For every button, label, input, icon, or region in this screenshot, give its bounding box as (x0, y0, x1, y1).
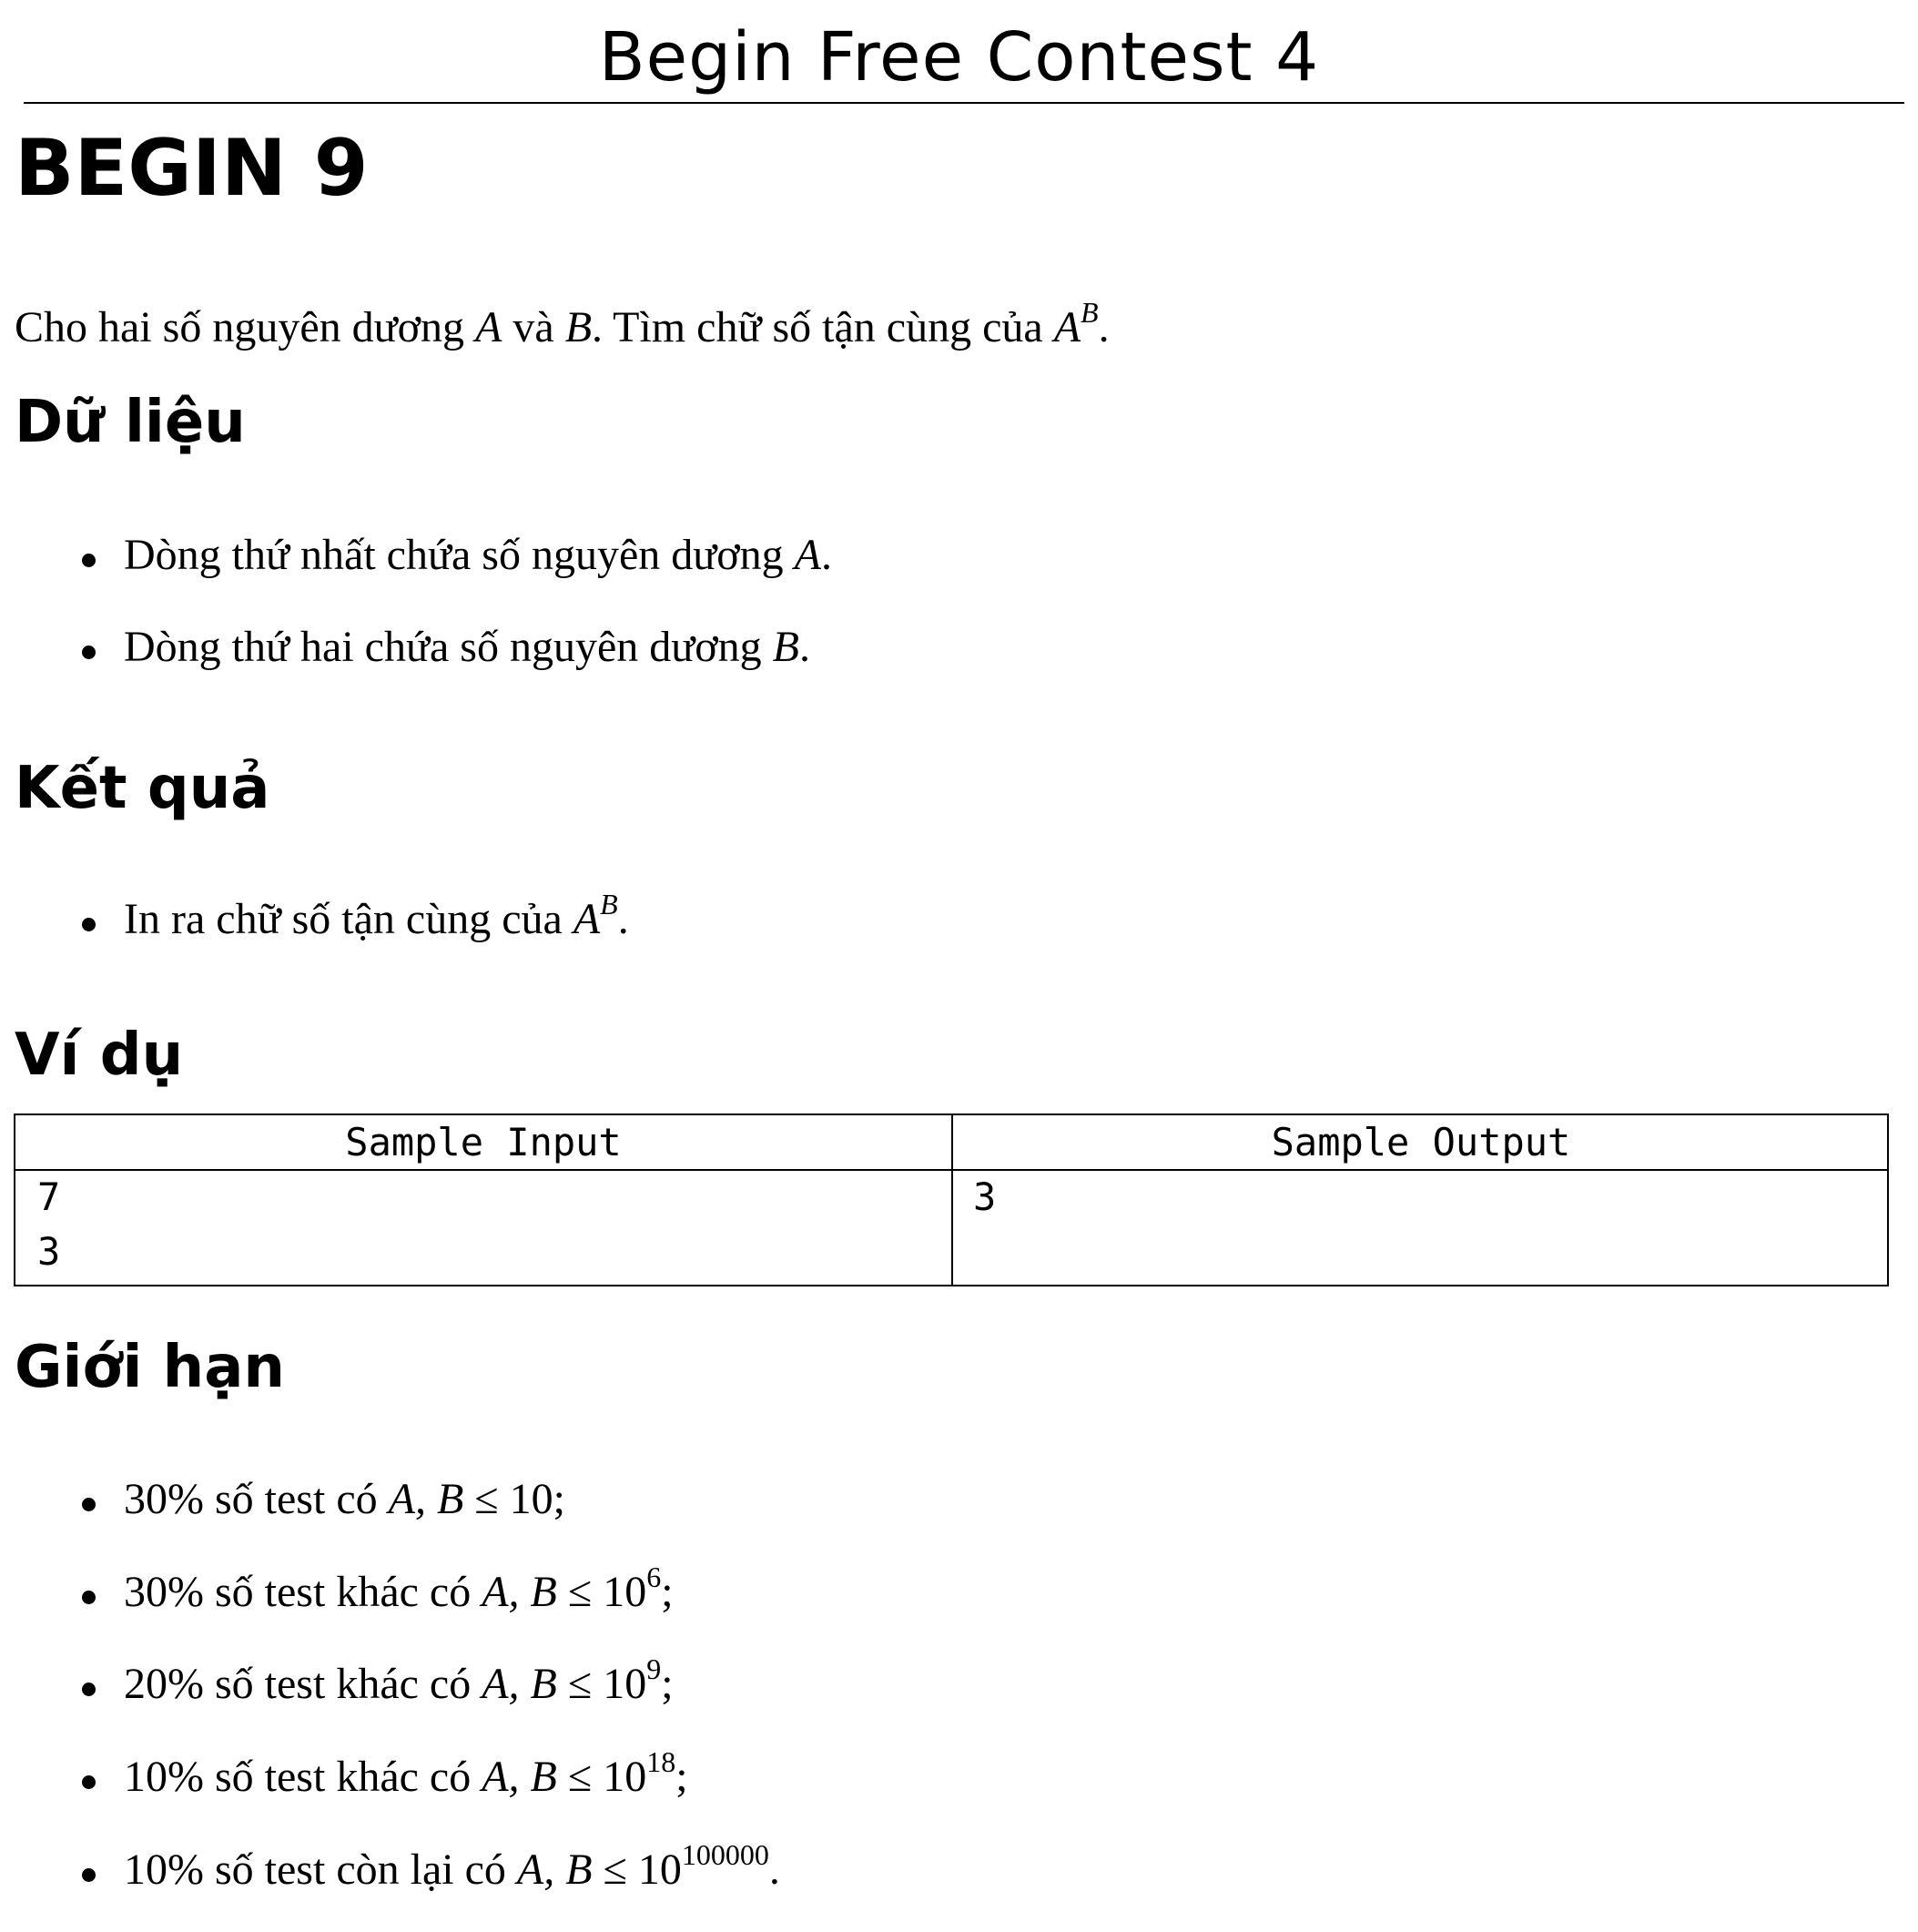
output-item (124, 888, 629, 947)
statement-end: . (1098, 303, 1110, 351)
limit-item-relation: ≤ (592, 1846, 638, 1894)
input-item-end: . (821, 531, 832, 579)
sample-input-cell: 7 3 (37, 1174, 61, 1274)
input-section-heading: Dữ liệu (15, 389, 246, 456)
sample-table (14, 1113, 1889, 1286)
problem-title: BEGIN 9 (15, 123, 369, 214)
sample-output-cell: 3 (973, 1174, 997, 1219)
limit-item (124, 1561, 674, 1620)
limit-item-number: 10 (603, 1568, 647, 1616)
statement-mid: và (502, 303, 565, 351)
limit-item-end: ; (675, 1753, 688, 1801)
limit-item (124, 1745, 688, 1805)
input-item-var: A (794, 531, 821, 579)
statement-power-base: A (1053, 303, 1081, 351)
limit-item-end: ; (661, 1568, 674, 1616)
limit-item (124, 1472, 565, 1527)
limit-item-vars: A, B (388, 1475, 464, 1523)
input-item-text: Dòng thứ hai chứa số nguyên dương (124, 623, 773, 671)
limit-item-end: ; (661, 1660, 674, 1708)
input-item (124, 620, 810, 675)
limits-section-heading: Giới hạn (15, 1334, 285, 1401)
limit-item-exponent: 6 (646, 1561, 662, 1593)
output-item-base: A (573, 895, 601, 943)
limit-item (124, 1652, 674, 1712)
output-item-text: In ra chữ số tận cùng của (124, 895, 573, 943)
header-rule (24, 102, 1904, 104)
contest-title: Begin Free Contest 4 (598, 18, 1320, 97)
limit-item-text: 10% số test khác có (124, 1753, 482, 1801)
sample-input-header: Sample Input (345, 1120, 622, 1164)
limit-item-end: . (768, 1846, 780, 1894)
output-item-end: . (617, 895, 629, 943)
statement-var-a: A (475, 303, 502, 351)
sample-output-header: Sample Output (1271, 1120, 1571, 1164)
limit-item-end: ; (553, 1475, 565, 1523)
output-section-heading: Kết quả (15, 755, 270, 822)
output-item-exp: B (600, 888, 618, 920)
input-item-var: B (772, 623, 799, 671)
limit-item-exponent: 18 (646, 1745, 676, 1778)
limit-item-number: 10 (603, 1753, 647, 1801)
example-section-heading: Ví dụ (15, 1022, 184, 1089)
limit-item-relation: ≤ (463, 1475, 510, 1523)
input-item-end: . (799, 623, 810, 671)
statement-power-exp: B (1081, 296, 1099, 329)
limit-item-relation: ≤ (556, 1568, 604, 1616)
limit-item-vars: A, B (482, 1660, 557, 1708)
limit-item-vars: A, B (482, 1568, 557, 1616)
limit-item (124, 1838, 780, 1897)
limit-item-number: 10 (509, 1475, 553, 1523)
limit-item-text: 10% số test còn lại có (124, 1846, 517, 1894)
limit-item-exponent: 9 (646, 1652, 662, 1685)
limit-item-exponent: 100000 (681, 1838, 769, 1871)
limit-item-vars: A, B (516, 1846, 593, 1894)
input-item (124, 528, 832, 583)
limit-item-relation: ≤ (556, 1660, 604, 1708)
limit-item-text: 30% số test khác có (124, 1568, 482, 1616)
statement-prefix: Cho hai số nguyên dương (15, 303, 476, 351)
problem-statement (15, 296, 1110, 355)
limit-item-text: 20% số test khác có (124, 1660, 482, 1708)
limit-item-number: 10 (603, 1660, 647, 1708)
limit-item-relation: ≤ (556, 1753, 604, 1801)
limit-item-number: 10 (637, 1846, 682, 1894)
statement-var-b: B (564, 303, 593, 351)
limit-item-vars: A, B (482, 1753, 557, 1801)
statement-suffix: . Tìm chữ số tận cùng của (592, 303, 1054, 351)
limit-item-text: 30% số test có (124, 1475, 389, 1523)
input-item-text: Dòng thứ nhất chứa số nguyên dương (124, 531, 795, 579)
